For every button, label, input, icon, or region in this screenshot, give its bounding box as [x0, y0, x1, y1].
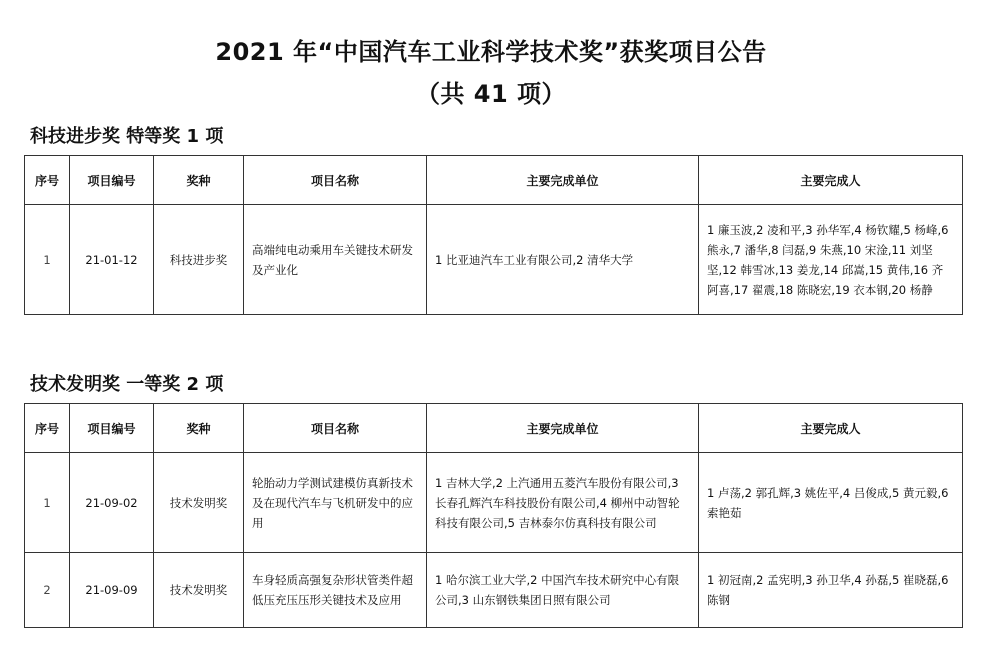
header-seq: 序号 [25, 156, 70, 205]
cell-seq: 1 [25, 205, 70, 315]
header-units: 主要完成单位 [427, 404, 699, 453]
cell-units: 1 吉林大学,2 上汽通用五菱汽车股份有限公司,3 长春孔辉汽车科技股份有限公司,4 柳州中动智轮科技有限公司,5 吉林泰尔仿真科技有限公司 [427, 453, 699, 553]
cell-units: 1 比亚迪汽车工业有限公司,2 清华大学 [427, 205, 699, 315]
cell-code: 21-09-02 [70, 453, 154, 553]
header-units: 主要完成单位 [427, 156, 699, 205]
cell-people: 1 廉玉波,2 凌和平,3 孙华军,4 杨钦耀,5 杨峰,6 熊永,7 潘华,8 闫磊,9 朱燕,10 宋淦,11 刘坚坚,12 韩雪冰,13 姜龙,14 邱嵩,15 黄伟,16 齐阿喜,17 翟震,18 陈晓宏,19 衣本钢,20 杨静 [699, 205, 963, 315]
section-heading-progress-award: 科技进步奖 特等奖 1 项 [30, 126, 224, 147]
invention-award-table [24, 403, 963, 628]
cell-project-name: 高端纯电动乘用车关键技术研发及产业化 [244, 205, 427, 315]
header-award: 奖种 [154, 404, 244, 453]
table-row [25, 553, 963, 628]
cell-seq: 1 [25, 453, 70, 553]
cell-award: 技术发明奖 [154, 553, 244, 628]
table-row [25, 205, 963, 315]
cell-code: 21-01-12 [70, 205, 154, 315]
announcement-title: 2021 年“中国汽车工业科学技术奖”获奖项目公告 [215, 38, 767, 66]
cell-seq: 2 [25, 553, 70, 628]
header-code: 项目编号 [70, 156, 154, 205]
table-header-row [25, 156, 963, 205]
cell-code: 21-09-09 [70, 553, 154, 628]
cell-award: 技术发明奖 [154, 453, 244, 553]
cell-project-name: 车身轻质高强复杂形状管类件超低压充压压形关键技术及应用 [244, 553, 427, 628]
cell-project-name: 轮胎动力学测试建模仿真新技术及在现代汽车与飞机研发中的应用 [244, 453, 427, 553]
header-code: 项目编号 [70, 404, 154, 453]
header-people: 主要完成人 [699, 156, 963, 205]
cell-people: 1 初冠南,2 孟宪明,3 孙卫华,4 孙磊,5 崔晓磊,6 陈钢 [699, 553, 963, 628]
announcement-subtitle: （共 41 项） [415, 80, 567, 108]
header-seq: 序号 [25, 404, 70, 453]
section-heading-invention-award: 技术发明奖 一等奖 2 项 [30, 374, 224, 395]
header-name: 项目名称 [244, 404, 427, 453]
progress-award-table [24, 155, 963, 315]
cell-people: 1 卢荡,2 郭孔辉,3 姚佐平,4 吕俊成,5 黄元毅,6 索艳茹 [699, 453, 963, 553]
table-row [25, 453, 963, 553]
header-people: 主要完成人 [699, 404, 963, 453]
header-award: 奖种 [154, 156, 244, 205]
header-name: 项目名称 [244, 156, 427, 205]
cell-award: 科技进步奖 [154, 205, 244, 315]
cell-units: 1 哈尔滨工业大学,2 中国汽车技术研究中心有限公司,3 山东钢铁集团日照有限公司 [427, 553, 699, 628]
table-header-row [25, 404, 963, 453]
